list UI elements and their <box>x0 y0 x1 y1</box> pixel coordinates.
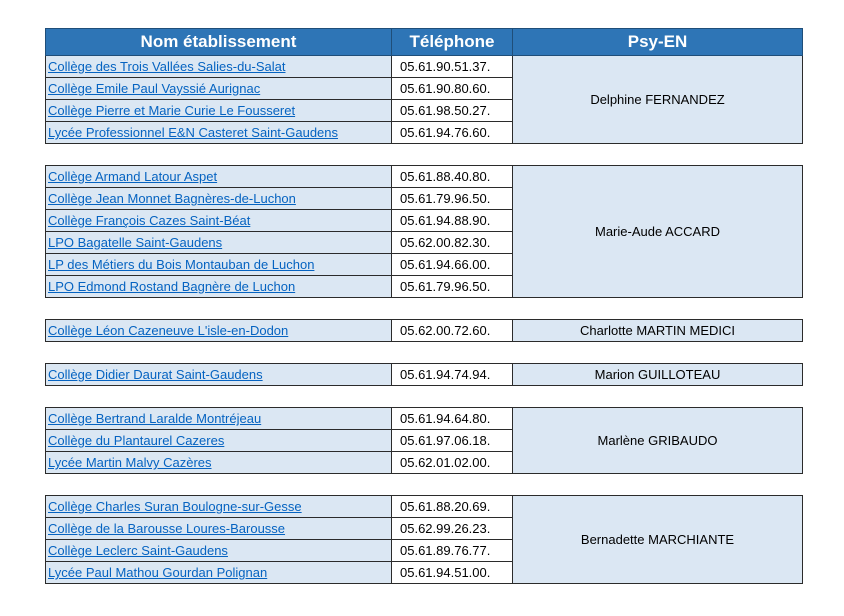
spacer-cell <box>46 474 803 496</box>
school-link[interactable]: Collège Jean Monnet Bagnères-de-Luchon <box>48 191 296 206</box>
phone-cell: 05.61.94.51.00. <box>392 562 513 584</box>
school-link[interactable]: Lycée Professionnel E&N Casteret Saint-Gaudens <box>48 125 339 140</box>
school-cell <box>46 496 392 518</box>
phone-cell: 05.61.97.06.18. <box>392 430 513 452</box>
psy-cell: Charlotte MARTIN MEDICI <box>513 320 803 342</box>
school-cell <box>46 430 392 452</box>
school-cell <box>46 100 392 122</box>
group-spacer <box>46 342 803 364</box>
psy-cell: Marie-Aude ACCARD <box>513 166 803 298</box>
school-cell <box>46 166 392 188</box>
school-cell <box>46 188 392 210</box>
school-link[interactable]: Collège Didier Daurat Saint-Gaudens <box>48 367 263 382</box>
school-cell <box>46 364 392 386</box>
school-cell <box>46 562 392 584</box>
spacer-cell <box>46 144 803 166</box>
header-psy: Psy-EN <box>513 29 803 56</box>
phone-cell: 05.61.94.66.00. <box>392 254 513 276</box>
psy-cell: Delphine FERNANDEZ <box>513 56 803 144</box>
school-cell <box>46 320 392 342</box>
school-cell <box>46 518 392 540</box>
school-cell <box>46 210 392 232</box>
school-cell <box>46 452 392 474</box>
school-link[interactable]: Collège Emile Paul Vayssié Aurignac <box>48 81 261 96</box>
school-link[interactable]: LP des Métiers du Bois Montauban de Luchon <box>48 257 315 272</box>
psy-cell: Marion GUILLOTEAU <box>513 364 803 386</box>
group-spacer <box>46 386 803 408</box>
school-cell <box>46 56 392 78</box>
school-link[interactable]: Collège de la Barousse Loures-Barousse <box>48 521 286 536</box>
phone-cell: 05.61.98.50.27. <box>392 100 513 122</box>
school-cell <box>46 78 392 100</box>
school-link[interactable]: Collège François Cazes Saint-Béat <box>48 213 251 228</box>
school-link[interactable]: LPO Edmond Rostand Bagnère de Luchon <box>48 279 296 294</box>
phone-cell: 05.61.79.96.50. <box>392 188 513 210</box>
header-phone: Téléphone <box>392 29 513 56</box>
psy-cell: Marlène GRIBAUDO <box>513 408 803 474</box>
school-link[interactable]: Collège des Trois Vallées Salies-du-Salat <box>48 59 286 74</box>
phone-cell: 05.62.99.26.23. <box>392 518 513 540</box>
spacer-cell <box>46 298 803 320</box>
school-link[interactable]: Collège Pierre et Marie Curie Le Fousseret <box>48 103 296 118</box>
school-cell <box>46 254 392 276</box>
school-table <box>45 28 803 584</box>
spacer-cell <box>46 386 803 408</box>
school-link[interactable]: Lycée Martin Malvy Cazères <box>48 455 212 470</box>
table-row <box>46 496 803 518</box>
table-row <box>46 166 803 188</box>
school-link[interactable]: Collège Bertrand Laralde Montréjeau <box>48 411 262 426</box>
phone-cell: 05.61.94.88.90. <box>392 210 513 232</box>
phone-cell: 05.61.94.76.60. <box>392 122 513 144</box>
phone-cell: 05.61.90.80.60. <box>392 78 513 100</box>
header-row <box>46 29 803 56</box>
school-link[interactable]: Lycée Paul Mathou Gourdan Polignan <box>48 565 268 580</box>
phone-cell: 05.61.89.76.77. <box>392 540 513 562</box>
school-link[interactable]: Collège Leclerc Saint-Gaudens <box>48 543 228 558</box>
school-link[interactable]: LPO Bagatelle Saint-Gaudens <box>48 235 223 250</box>
group-spacer <box>46 144 803 166</box>
phone-cell: 05.61.79.96.50. <box>392 276 513 298</box>
phone-cell: 05.62.01.02.00. <box>392 452 513 474</box>
table-row <box>46 408 803 430</box>
phone-cell: 05.61.90.51.37. <box>392 56 513 78</box>
school-cell <box>46 408 392 430</box>
table-row <box>46 56 803 78</box>
school-cell <box>46 122 392 144</box>
school-cell <box>46 540 392 562</box>
group-spacer <box>46 298 803 320</box>
table-row <box>46 364 803 386</box>
phone-cell: 05.62.00.72.60. <box>392 320 513 342</box>
phone-cell: 05.61.88.40.80. <box>392 166 513 188</box>
psy-cell: Bernadette MARCHIANTE <box>513 496 803 584</box>
phone-cell: 05.61.88.20.69. <box>392 496 513 518</box>
phone-cell: 05.62.00.82.30. <box>392 232 513 254</box>
header-name: Nom établissement <box>46 29 392 56</box>
table-body <box>46 56 803 584</box>
table-row <box>46 320 803 342</box>
school-cell <box>46 276 392 298</box>
group-spacer <box>46 474 803 496</box>
school-cell <box>46 232 392 254</box>
school-link[interactable]: Collège Léon Cazeneuve L'isle-en-Dodon <box>48 323 289 338</box>
phone-cell: 05.61.94.74.94. <box>392 364 513 386</box>
spacer-cell <box>46 342 803 364</box>
phone-cell: 05.61.94.64.80. <box>392 408 513 430</box>
school-link[interactable]: Collège Charles Suran Boulogne-sur-Gesse <box>48 499 302 514</box>
school-link[interactable]: Collège du Plantaurel Cazeres <box>48 433 225 448</box>
school-link[interactable]: Collège Armand Latour Aspet <box>48 169 218 184</box>
